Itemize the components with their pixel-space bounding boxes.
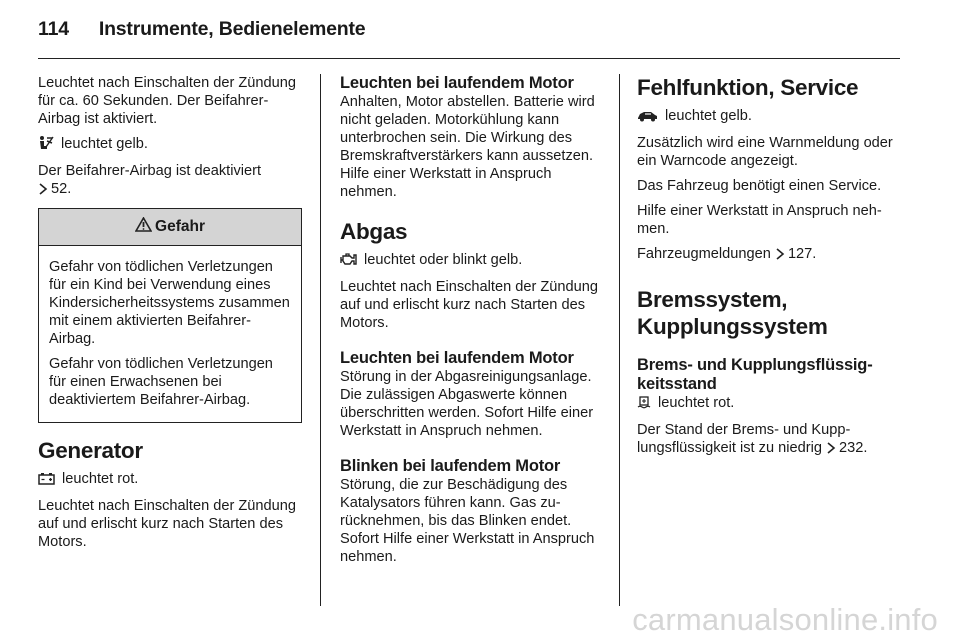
page-header (38, 18, 365, 41)
airbag-off-status-text: leuchtet gelb. (57, 136, 148, 152)
warning-title: Gefahr (155, 218, 205, 235)
running-engine-heading-1: Leuchten bei laufendem Motor (340, 74, 574, 92)
service-status (637, 107, 903, 127)
airbag-off-icon (38, 135, 54, 155)
fluid-status-text: leuchtet rot. (654, 395, 735, 411)
fluid-text-label: Der Stand der Brems- und Kupplungsflüssigkeit ist zu niedrig (637, 422, 851, 456)
page-reference-icon (775, 247, 785, 265)
engine-icon (340, 252, 357, 271)
vehicle-messages-label: Fahrzeugmeldungen (637, 246, 771, 262)
battery-icon (38, 472, 55, 490)
generator-text: Leuchtet nach Einschalten der Zündung auf und erlischt kurz nach Starten des Motors. (38, 498, 297, 550)
page-number: 114 (38, 18, 69, 40)
watermark: carmanualsonline.info (632, 602, 938, 637)
page-reference-icon (38, 182, 48, 200)
service-text-3: Hilfe einer Werkstatt in Anspruch nehmen. (637, 203, 882, 237)
column-divider-1 (320, 74, 321, 606)
warning-header (39, 209, 301, 246)
service-text-1: Zusätzlich wird eine Warnmeldung oder ein Warncode angezeigt. (637, 135, 893, 169)
fluid-level-heading: Brems- und Kupplungsflüssigkeitsstand (637, 356, 873, 393)
page-reference-link[interactable]: 127. (787, 246, 817, 262)
page-title: Instrumente, Bedienelemente (98, 18, 366, 40)
abgas-text: Leuchtet nach Einschalten der Zündung auf und erlischt kurz nach Starten des Motors. (340, 279, 599, 331)
airbag-off-status (38, 135, 304, 155)
service-text-2: Das Fahrzeug benötigt einen Service. (637, 178, 882, 194)
fluid-status (637, 394, 903, 414)
warning-text-1: Gefahr von tödlichen Verletzungen für ein Kind bei Verwendung eines Kindersicherheitssystems zusammen mit einem aktivierten Beifahrer-Airbag. (49, 259, 290, 347)
blinking-engine-text: Störung, die zur Beschädigung des Katalysators führen kann. Gas zurücknehmen, bis das Blinken endet. Sofort Hilfe einer Werkstatt in Anspruch nehmen. (340, 477, 595, 565)
airbag-deactivated-text (38, 162, 304, 200)
abgas-status-text: leuchtet oder blinkt gelb. (360, 252, 523, 268)
warning-text-2: Gefahr von tödlichen Verletzungen für einen Erwachsenen bei deaktiviertem Beifahrer-Airbag. (49, 356, 273, 408)
warning-triangle-icon (135, 217, 152, 237)
column-2 (340, 74, 602, 573)
column-1 (38, 74, 304, 558)
airbag-on-text: Leuchtet nach Einschalten der Zündung für ca. 60 Sekunden. Der Beifahrer-Airbag ist aktiviert. (38, 75, 297, 127)
fluid-text (637, 421, 903, 459)
service-heading: Fehlfunktion, Service (637, 75, 859, 100)
running-engine-heading-2: Leuchten bei laufendem Motor (340, 349, 574, 367)
brake-fluid-icon (637, 396, 651, 414)
abgas-heading: Abgas (340, 219, 408, 244)
page-reference-icon (826, 441, 836, 459)
generator-status-text: leuchtet rot. (58, 471, 139, 487)
warning-box (38, 208, 302, 423)
generator-status (38, 470, 304, 490)
blinking-engine-heading: Blinken bei laufendem Motor (340, 457, 561, 475)
page-reference-link[interactable]: 52. (51, 181, 72, 197)
service-text-4 (637, 245, 903, 265)
column-divider-2 (619, 74, 620, 606)
column-3 (637, 74, 903, 466)
service-status-text: leuchtet gelb. (661, 108, 752, 124)
warning-body (39, 246, 301, 422)
running-engine-text-2: Störung in der Abgasreinigungsanlage. Die zulässigen Abgaswerte können überschritten werden. Sofort Hilfe einer Werkstatt in Anspruch nehmen. (340, 369, 594, 439)
brake-system-heading: Bremssystem, Kupplungssystem (637, 287, 828, 339)
service-car-icon (637, 109, 658, 127)
generator-heading: Generator (38, 438, 143, 463)
running-engine-text-1: Anhalten, Motor abstellen. Batterie wird nicht geladen. Motorkühlung kann unterbrochen sein. Die Wirkung des Bremskraftverstärkers kann aussetzen. Hilfe einer Werkstatt in Anspruch nehmen. (340, 94, 595, 200)
page-reference-link[interactable]: 232. (839, 440, 868, 456)
airbag-deactivated-label: Der Beifahrer-Airbag ist deaktiviert (38, 163, 262, 179)
header-divider (38, 58, 900, 59)
abgas-status (340, 251, 602, 271)
